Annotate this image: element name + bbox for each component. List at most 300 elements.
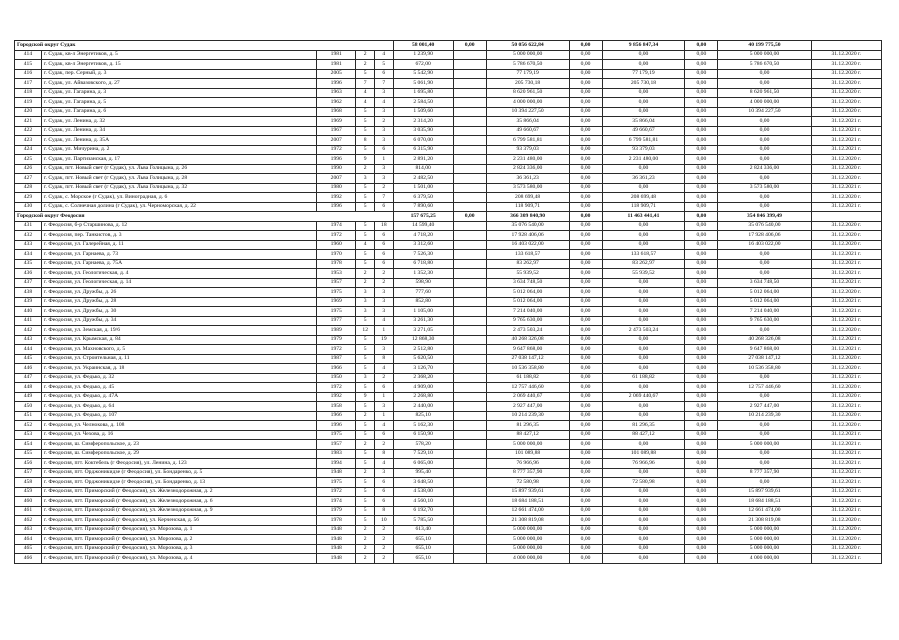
row-number: 447 [15, 373, 42, 383]
fund-a: 0,00 [569, 297, 602, 307]
fund-a: 0,00 [569, 250, 602, 260]
floors: 4 [356, 98, 375, 108]
table-row [15, 297, 882, 307]
address: г. Феодосия, пгт. Приморский (г Феодосия), ул. Морозова, д. 1 [41, 525, 316, 535]
floors: 5 [356, 107, 375, 117]
fund-c: 0,00 [685, 202, 718, 212]
row-number: 435 [15, 259, 42, 269]
row-number: 420 [15, 107, 42, 117]
completion-date: 31.12.2020 г. [811, 60, 881, 70]
area: 6 192,70 [393, 506, 453, 516]
address: г. Феодосия, ул. Федько, д. 64 [41, 402, 316, 412]
table-row [15, 50, 882, 60]
fund-b: 2 231 480,00 [602, 155, 685, 165]
total-cost: 2 231 480,00 [486, 155, 569, 165]
entrances: 3 [375, 402, 394, 412]
fund-d: 8 777 357,90 [718, 468, 811, 478]
year-built: 1969 [317, 117, 356, 127]
fund-c: 0,00 [685, 117, 718, 127]
fund-b: 133 618,57 [602, 250, 685, 260]
section-total-area: 157 675,25 [393, 212, 453, 222]
row-number: 449 [15, 392, 42, 402]
completion-date: 31.12.2020 г. [811, 525, 881, 535]
fund-b: 81 296,35 [602, 421, 685, 431]
year-built: 1975 [317, 288, 356, 298]
entrances: 6 [375, 69, 394, 79]
table-row [15, 117, 882, 127]
table-row [15, 525, 882, 535]
area: 2 584,50 [393, 98, 453, 108]
fund-d: 4 000 000,00 [718, 98, 811, 108]
fund-a: 0,00 [569, 174, 602, 184]
year-built: 1989 [317, 326, 356, 336]
fund-b: 35 866,04 [602, 117, 685, 127]
fund-d: 12 661 474,00 [718, 506, 811, 516]
fund-a: 0,00 [569, 497, 602, 507]
floors: 5 [356, 430, 375, 440]
row-number: 446 [15, 364, 42, 374]
fund-d: 0,00 [718, 79, 811, 89]
total-cost: 16 403 022,00 [486, 240, 569, 250]
row-number: 432 [15, 231, 42, 241]
blank-cell [453, 468, 486, 478]
floors: 3 [356, 174, 375, 184]
blank-cell [453, 79, 486, 89]
entrances: 3 [375, 174, 394, 184]
completion-date: 31.12.2020 г. [811, 392, 881, 402]
fund-c: 0,00 [685, 240, 718, 250]
blank-cell [453, 145, 486, 155]
table-row [15, 174, 882, 184]
area: 3 035,90 [393, 126, 453, 136]
table-row [15, 98, 882, 108]
fund-a: 0,00 [569, 259, 602, 269]
completion-date: 31.12.2021 г. [811, 145, 881, 155]
row-number: 414 [15, 50, 42, 60]
total-cost: 76 966,96 [486, 459, 569, 469]
fund-d: 10 214 239,30 [718, 411, 811, 421]
completion-date: 31.12.2021 г. [811, 487, 881, 497]
total-cost: 5 012 064,00 [486, 288, 569, 298]
entrances: 7 [375, 193, 394, 203]
fund-b: 0,00 [602, 411, 685, 421]
fund-d: 0,00 [718, 174, 811, 184]
fund-b: 0,00 [602, 297, 685, 307]
fund-c: 0,00 [685, 421, 718, 431]
total-cost: 83 262,97 [486, 259, 569, 269]
fund-c: 0,00 [685, 535, 718, 545]
fund-b: 0,00 [602, 88, 685, 98]
fund-b: 0,00 [602, 487, 685, 497]
floors: 3 [356, 373, 375, 383]
table-row [15, 164, 882, 174]
floors: 2 [356, 164, 375, 174]
fund-d: 0,00 [718, 202, 811, 212]
fund-a: 0,00 [569, 335, 602, 345]
fund-c: 0,00 [685, 525, 718, 535]
completion-date: 31.12.2021 г. [811, 316, 881, 326]
area: 3 648,50 [393, 478, 453, 488]
fund-a: 0,00 [569, 354, 602, 364]
table-row [15, 231, 882, 241]
blank-cell [453, 354, 486, 364]
total-cost: 5 000 000,00 [486, 525, 569, 535]
total-cost: 9 647 868,00 [486, 345, 569, 355]
address: г. Феодосия, ул. Гарнаева, д. 73 [41, 250, 316, 260]
year-built: 1970 [317, 250, 356, 260]
table-row [15, 468, 882, 478]
year-built: 1981 [317, 50, 356, 60]
fund-d: 0,00 [718, 259, 811, 269]
entrances: 4 [375, 50, 394, 60]
area: 777,60 [393, 288, 453, 298]
year-built: 1966 [317, 411, 356, 421]
completion-date: 31.12.2021 г. [811, 250, 881, 260]
year-built: 1957 [317, 440, 356, 450]
entrances: 6 [375, 487, 394, 497]
table-row [15, 402, 882, 412]
floors: 5 [356, 126, 375, 136]
address: г. Феодосия, ш. Симферопольское, д. 29 [41, 449, 316, 459]
row-number: 436 [15, 269, 42, 279]
table-row [15, 497, 882, 507]
year-built: 1977 [317, 316, 356, 326]
floors: 5 [356, 516, 375, 526]
address: г. Феодосия, ул. Федько, д. 32 [41, 373, 316, 383]
fund-b: 205 730,18 [602, 79, 685, 89]
entrances: 1 [375, 411, 394, 421]
fund-b: 76 966,96 [602, 459, 685, 469]
year-built: 1996 [317, 155, 356, 165]
fund-c: 0,00 [685, 221, 718, 231]
fund-a: 0,00 [569, 392, 602, 402]
floors: 2 [356, 278, 375, 288]
fund-c: 0,00 [685, 269, 718, 279]
fund-a: 0,00 [569, 345, 602, 355]
entrances: 2 [375, 525, 394, 535]
total-cost: 6 799 581,81 [486, 136, 569, 146]
floors: 2 [356, 525, 375, 535]
total-cost: 93 379,03 [486, 145, 569, 155]
total-cost: 118 909,71 [486, 202, 569, 212]
floors: 5 [356, 69, 375, 79]
year-built: 1948 [317, 535, 356, 545]
area: 6 070,00 [393, 136, 453, 146]
table-row [15, 506, 882, 516]
completion-date: 31.12.2020 г. [811, 88, 881, 98]
area: 2 512,80 [393, 345, 453, 355]
fund-c: 0,00 [685, 506, 718, 516]
fund-c: 0,00 [685, 354, 718, 364]
floors: 9 [356, 392, 375, 402]
total-cost: 36 361,23 [486, 174, 569, 184]
fund-a: 0,00 [569, 525, 602, 535]
total-cost: 9 765 630,00 [486, 316, 569, 326]
area: 2 440,00 [393, 402, 453, 412]
fund-a: 0,00 [569, 411, 602, 421]
area: 2 268,80 [393, 392, 453, 402]
fund-b: 0,00 [602, 278, 685, 288]
total-cost: 21 308 819,08 [486, 516, 569, 526]
blank-cell [453, 250, 486, 260]
floors: 5 [356, 316, 375, 326]
fund-a: 0,00 [569, 364, 602, 374]
fund-d: 0,00 [718, 478, 811, 488]
fund-c: 0,00 [685, 126, 718, 136]
area: 2 368,20 [393, 373, 453, 383]
section-zero: 0,00 [453, 41, 486, 51]
blank-cell [453, 544, 486, 554]
blank-cell [453, 421, 486, 431]
fund-a: 0,00 [569, 373, 602, 383]
fund-b: 77 179,19 [602, 69, 685, 79]
entrances: 2 [375, 278, 394, 288]
table-row [15, 392, 882, 402]
year-built: 1972 [317, 383, 356, 393]
address: г. Феодосия, ул. Махновского, д. 5 [41, 345, 316, 355]
area: 12 868,30 [393, 335, 453, 345]
fund-b: 2 069 440,67 [602, 392, 685, 402]
fund-b: 6 799 581,81 [602, 136, 685, 146]
floors: 12 [356, 326, 375, 336]
completion-date: 31.12.2021 г. [811, 468, 881, 478]
floors: 3 [356, 288, 375, 298]
fund-d: 4 000 000,00 [718, 554, 811, 564]
row-number: 444 [15, 345, 42, 355]
fund-b: 118 909,71 [602, 202, 685, 212]
blank-cell [453, 98, 486, 108]
fund-c: 0,00 [685, 316, 718, 326]
area: 4 718,20 [393, 231, 453, 241]
entrances: 4 [375, 316, 394, 326]
address: г. Феодосия, пгт. Орджоникидзе (г Феодосия), ул. Бондаренко, д. 13 [41, 478, 316, 488]
table-row [15, 411, 882, 421]
address: г. Феодосия, пгт. Приморский (г Феодосия), ул. Морозова, д. 4 [41, 554, 316, 564]
table-row [15, 221, 882, 231]
year-built: 2007 [317, 136, 356, 146]
completion-date: 31.12.2021 г. [811, 430, 881, 440]
year-built: 1966 [317, 364, 356, 374]
entrances: 4 [375, 421, 394, 431]
address: г. Феодосия, ш. Симферопольское, д. 23 [41, 440, 316, 450]
area: 4 560,10 [393, 497, 453, 507]
fund-d: 5 786 670,50 [718, 60, 811, 70]
entrances: 4 [375, 98, 394, 108]
area: 1 105,00 [393, 307, 453, 317]
section-total-cost: 50 056 622,84 [486, 41, 569, 51]
address: г. Феодосия, пгт. Приморский (г Феодосия), ул. Морозова, д. 3 [41, 544, 316, 554]
total-cost: 3 634 748,50 [486, 278, 569, 288]
address: г. Судак, пгт. Новый свет (г Судак), ул. Льва Голицына, д. 28 [41, 174, 316, 184]
area: 814,00 [393, 164, 453, 174]
table-row [15, 354, 882, 364]
fund-d: 0,00 [718, 126, 811, 136]
floors: 5 [356, 402, 375, 412]
year-built: 1957 [317, 278, 356, 288]
table-row [15, 136, 882, 146]
entrances: 6 [375, 430, 394, 440]
blank-cell [453, 117, 486, 127]
fund-c: 0,00 [685, 155, 718, 165]
fund-c: 0,00 [685, 174, 718, 184]
section-fund-c: 0,00 [685, 41, 718, 51]
completion-date: 31.12.2020 г. [811, 107, 881, 117]
completion-date: 31.12.2020 г. [811, 364, 881, 374]
total-cost: 35 076 540,00 [486, 221, 569, 231]
fund-d: 0,00 [718, 373, 811, 383]
fund-d: 9 647 868,00 [718, 345, 811, 355]
address: г. Феодосия, пгт. Коктебель (г Феодосия), ул. Ленина, д. 123 [41, 459, 316, 469]
area: 672,00 [393, 60, 453, 70]
completion-date: 31.12.2021 г. [811, 259, 881, 269]
fund-c: 0,00 [685, 373, 718, 383]
row-number: 434 [15, 250, 42, 260]
row-number: 443 [15, 335, 42, 345]
fund-a: 0,00 [569, 269, 602, 279]
section-fund-b: 9 856 847,34 [602, 41, 685, 51]
fund-b: 101 089,88 [602, 449, 685, 459]
table-row [15, 316, 882, 326]
address: г. Судак, ул. Мичурина, д. 2 [41, 145, 316, 155]
address: г. Феодосия, ул. Челнокова, д. 108 [41, 421, 316, 431]
blank-cell [453, 174, 486, 184]
total-cost: 49 660,67 [486, 126, 569, 136]
fund-a: 0,00 [569, 117, 602, 127]
fund-b: 61 188,82 [602, 373, 685, 383]
fund-a: 0,00 [569, 145, 602, 155]
year-built: 1948 [317, 468, 356, 478]
year-built: 1963 [317, 88, 356, 98]
fund-b: 83 262,97 [602, 259, 685, 269]
row-number: 459 [15, 487, 42, 497]
area: 6 150,90 [393, 430, 453, 440]
blank-cell [453, 525, 486, 535]
fund-b: 0,00 [602, 164, 685, 174]
blank-cell [453, 88, 486, 98]
fund-c: 0,00 [685, 79, 718, 89]
blank-cell [453, 459, 486, 469]
area: 2 314,20 [393, 117, 453, 127]
fund-d: 35 076 540,00 [718, 221, 811, 231]
entrances: 2 [375, 440, 394, 450]
area: 5 162,30 [393, 421, 453, 431]
fund-c: 0,00 [685, 383, 718, 393]
fund-a: 0,00 [569, 50, 602, 60]
year-built: 1975 [317, 307, 356, 317]
section-header-row [15, 212, 882, 222]
total-cost: 8 777 357,90 [486, 468, 569, 478]
area: 4 538,00 [393, 487, 453, 497]
address: г. Феодосия, ул. Чехова, д. 16 [41, 430, 316, 440]
fund-b: 0,00 [602, 468, 685, 478]
fund-a: 0,00 [569, 440, 602, 450]
fund-d: 0,00 [718, 136, 811, 146]
table-row [15, 145, 882, 155]
row-number: 448 [15, 383, 42, 393]
fund-a: 0,00 [569, 468, 602, 478]
fund-a: 0,00 [569, 516, 602, 526]
fund-c: 0,00 [685, 98, 718, 108]
floors: 4 [356, 88, 375, 98]
entrances: 3 [375, 345, 394, 355]
fund-d: 0,00 [718, 326, 811, 336]
row-number: 427 [15, 174, 42, 184]
entrances: 3 [375, 468, 394, 478]
blank-cell [453, 364, 486, 374]
fund-b: 0,00 [602, 440, 685, 450]
blank-cell [453, 554, 486, 564]
fund-d: 5 000 000,00 [718, 440, 811, 450]
fund-b: 0,00 [602, 535, 685, 545]
address: г. Судак, ул. Айвазовского, д. 27 [41, 79, 316, 89]
row-number: 464 [15, 535, 42, 545]
fund-d: 10 536 358,80 [718, 364, 811, 374]
total-cost: 4 000 000,00 [486, 98, 569, 108]
fund-b: 88 427,12 [602, 430, 685, 440]
blank-cell [453, 487, 486, 497]
year-built: 1996 [317, 79, 356, 89]
completion-date: 31.12.2020 г. [811, 240, 881, 250]
area: 6 379,50 [393, 193, 453, 203]
floors: 5 [356, 506, 375, 516]
fund-d: 8 620 961,50 [718, 88, 811, 98]
area: 613,40 [393, 525, 453, 535]
entrances: 2 [375, 544, 394, 554]
year-built: 1996 [317, 421, 356, 431]
row-number: 461 [15, 506, 42, 516]
entrances: 6 [375, 202, 394, 212]
table-row [15, 364, 882, 374]
completion-date: 31.12.2020 г. [811, 383, 881, 393]
section-name: Городской округ Феодосия [15, 212, 394, 222]
completion-date: 31.12.2021 г. [811, 297, 881, 307]
row-number: 455 [15, 449, 42, 459]
fund-b: 0,00 [602, 383, 685, 393]
completion-date: 31.12.2021 г. [811, 278, 881, 288]
fund-c: 0,00 [685, 250, 718, 260]
year-built: 1950 [317, 373, 356, 383]
fund-c: 0,00 [685, 288, 718, 298]
fund-a: 0,00 [569, 478, 602, 488]
total-cost: 205 730,18 [486, 79, 569, 89]
row-number: 433 [15, 240, 42, 250]
row-number: 423 [15, 136, 42, 146]
area: 6 315,90 [393, 145, 453, 155]
address: г. Судак, ул. Ленина, д. 32 [41, 117, 316, 127]
row-number: 440 [15, 307, 42, 317]
completion-date: 31.12.2021 г. [811, 497, 881, 507]
fund-a: 0,00 [569, 202, 602, 212]
blank-cell [453, 506, 486, 516]
area: 1 509,60 [393, 107, 453, 117]
total-cost: 61 188,82 [486, 373, 569, 383]
table-row [15, 516, 882, 526]
completion-date: 31.12.2021 г. [811, 402, 881, 412]
year-built: 1958 [317, 402, 356, 412]
fund-d: 5 000 000,00 [718, 525, 811, 535]
fund-a: 0,00 [569, 136, 602, 146]
completion-date: 31.12.2021 г. [811, 117, 881, 127]
total-cost: 7 214 040,00 [486, 307, 569, 317]
area: 5 542,90 [393, 69, 453, 79]
fund-c: 0,00 [685, 297, 718, 307]
blank-cell [453, 392, 486, 402]
entrances: 1 [375, 155, 394, 165]
year-built: 1996 [317, 202, 356, 212]
section-header-row [15, 41, 882, 51]
fund-a: 0,00 [569, 164, 602, 174]
year-built: 1972 [317, 145, 356, 155]
